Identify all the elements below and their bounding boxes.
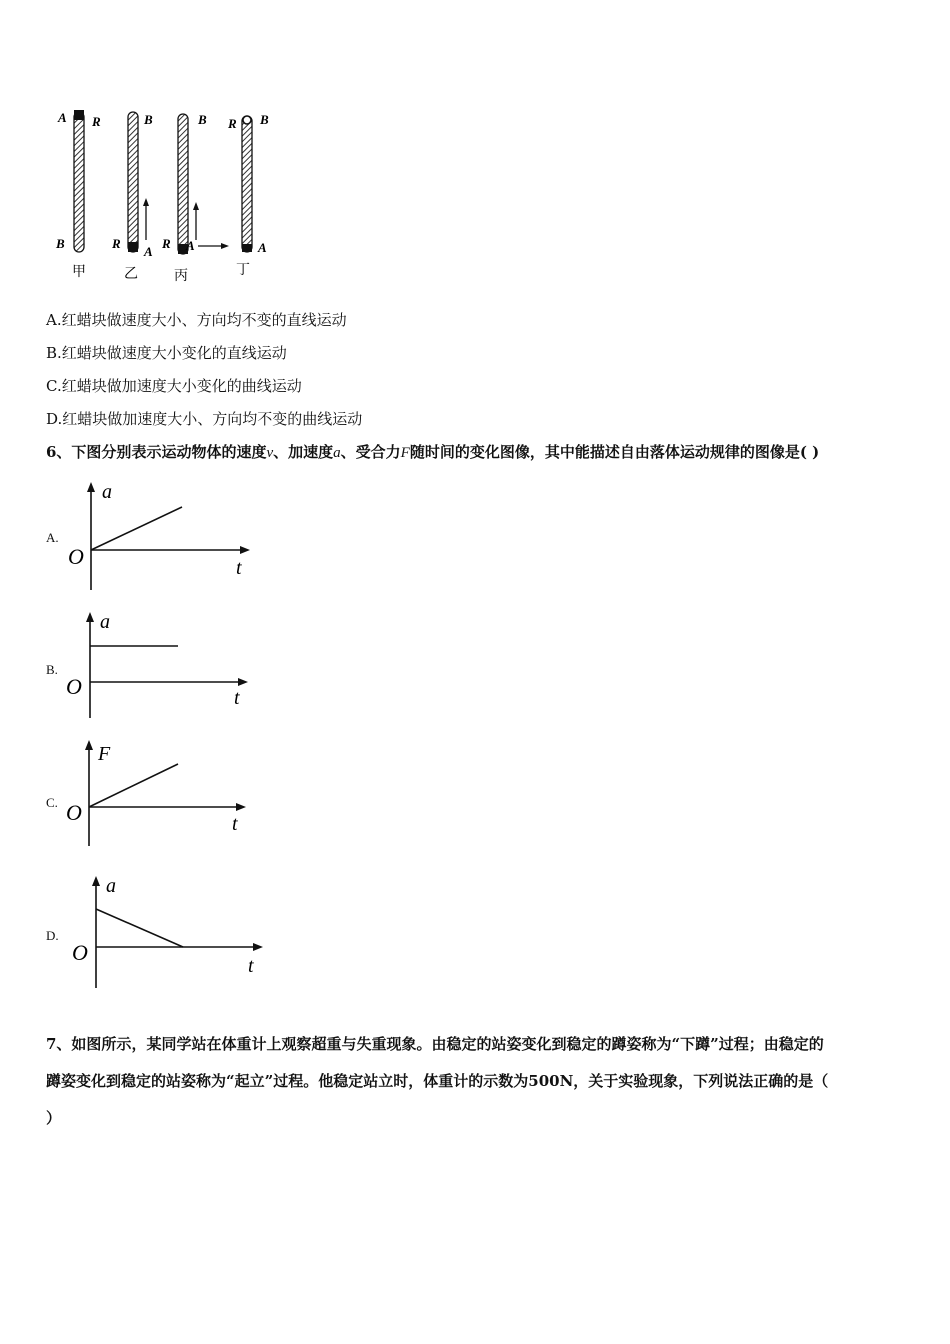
tube-bing-bottom-label: R xyxy=(162,236,171,251)
tube-figure xyxy=(40,100,300,290)
graph-b xyxy=(60,608,260,723)
graph-c-line xyxy=(89,764,178,807)
tube-yi-top-label: B xyxy=(144,112,153,127)
graph-a-x-label: t xyxy=(236,557,242,579)
graph-c xyxy=(60,736,260,851)
symbol-v: v xyxy=(266,445,274,461)
tube-yi-bottom-label2: A xyxy=(144,244,153,259)
graph-d-origin: O xyxy=(72,940,88,965)
graph-b-label: B. xyxy=(46,662,58,677)
graph-d-label: D. xyxy=(46,928,59,943)
tube-jia-name: 甲 xyxy=(72,265,86,280)
tube-ding-name: 丁 xyxy=(236,263,250,278)
tube-ding-top-label2: B xyxy=(260,112,269,127)
tube-ding-top-label: R xyxy=(228,116,237,131)
tube-jia xyxy=(55,110,101,280)
graph-b-x-label: t xyxy=(234,687,240,709)
tube-bing-name: 丙 xyxy=(174,269,188,284)
graph-c-label: C. xyxy=(46,795,58,810)
q7-line-1: 7、如图所示，某同学站在体重计上观察超重与失重现象。由稳定的站姿变化到稳定的蹲姿称为“下蹲”过程；由稳定的 xyxy=(46,1035,824,1053)
tube-ding-bottom-label: A xyxy=(258,240,267,255)
q5-option-b: B.红蜡块做速度大小变化的直线运动 xyxy=(46,344,287,362)
graph-c-y-label: F xyxy=(98,743,111,765)
tube-bing-top-label: B xyxy=(198,112,207,127)
tube-jia-top-label2: R xyxy=(92,114,101,129)
tube-bing xyxy=(161,112,229,284)
tube-yi xyxy=(111,112,153,282)
q7-line-2: 蹲姿变化到稳定的站姿称为“起立”过程。他稳定站立时，体重计的示数为500N，关于实验现象，下列说法正确的是（ xyxy=(46,1072,829,1090)
graph-d-y-label: a xyxy=(106,875,116,897)
symbol-F: F xyxy=(400,445,410,461)
graph-a-line xyxy=(91,507,182,550)
graph-d xyxy=(60,870,270,990)
q7-line-3: ） xyxy=(46,1109,62,1127)
graph-b-y-label: a xyxy=(100,611,110,633)
tube-jia-top-label: A xyxy=(58,110,67,125)
graph-a xyxy=(60,478,260,593)
graph-c-x-label: t xyxy=(232,813,238,835)
graph-a-origin: O xyxy=(68,544,84,569)
q6-stem: 6、下图分别表示运动物体的速度v、加速度a、受合力F随时间的变化图像，其中能描述自由落体运动规律的图像是( ) xyxy=(46,443,820,461)
graph-d-x-label: t xyxy=(248,955,254,977)
q5-option-c: C.红蜡块做加速度大小变化的曲线运动 xyxy=(46,377,302,395)
graph-b-origin: O xyxy=(66,674,82,699)
q5-option-d: D.红蜡块做加速度大小、方向均不变的曲线运动 xyxy=(46,410,363,428)
symbol-a: a xyxy=(333,445,341,461)
graph-d-line xyxy=(96,909,183,947)
graph-a-label: A. xyxy=(46,530,59,545)
graph-c-origin: O xyxy=(66,800,82,825)
q5-option-a: A.红蜡块做速度大小、方向均不变的直线运动 xyxy=(46,311,347,329)
graph-a-y-label: a xyxy=(102,481,112,503)
tube-yi-bottom-label: R xyxy=(112,236,121,251)
tube-yi-name: 乙 xyxy=(124,267,138,282)
tube-bing-bottom-label2: A xyxy=(186,238,195,253)
tube-ding xyxy=(227,112,269,278)
tube-jia-bottom-label: B xyxy=(56,236,65,251)
